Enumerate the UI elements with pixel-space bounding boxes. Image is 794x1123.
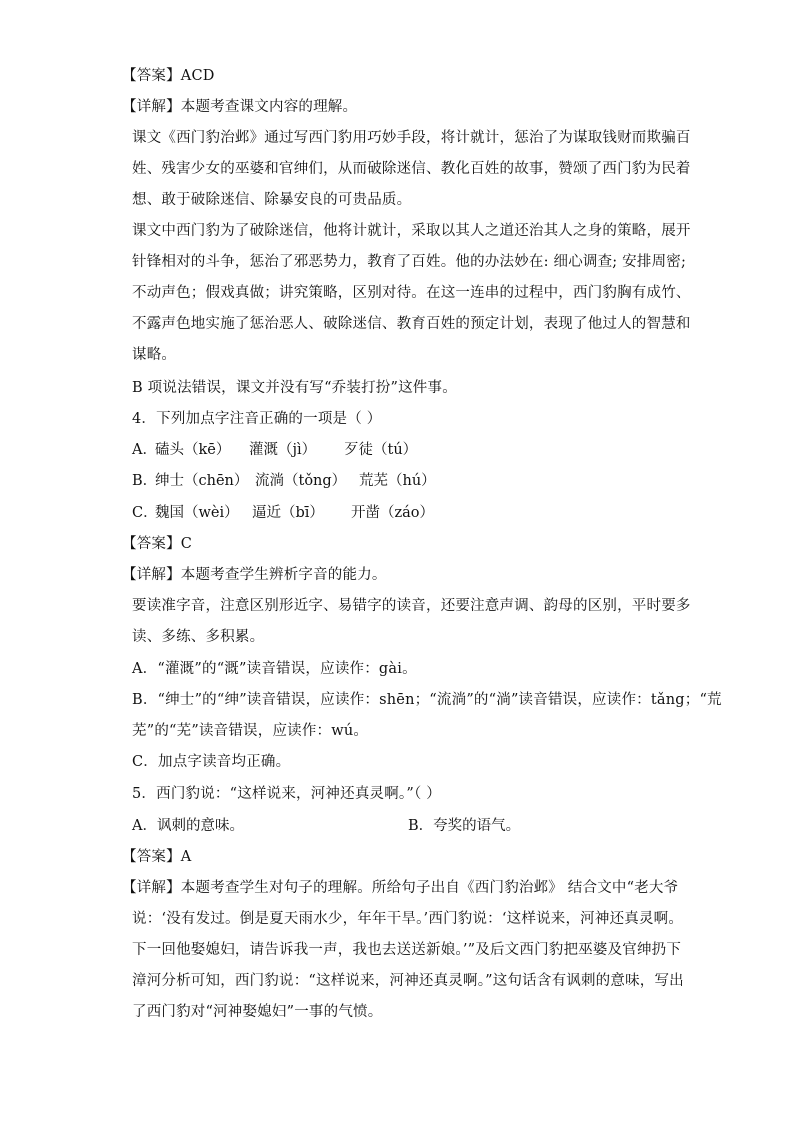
q5-answer: 【答案】A [122,849,192,865]
q3-note-b: B 项说法错误，课文并没有写“乔装打扮”这件事。 [132,380,457,396]
q4-option-b-item1: 绅士（chēn） [155,473,249,489]
q3-para2-line2: 针锋相对的斗争，惩治了邪恶势力，教育了百姓。他的办法妙在: 细心调查; 安排周密; [132,254,687,270]
q5-option-b: B．夸奖的语气。 [408,818,521,834]
q4-explain-a: A．“灌溉”的“溉”读音错误，应读作：gài。 [132,661,417,677]
q4-option-b-item2: 流淌（tǒng） [255,473,347,489]
q3-para2-line5: 谋略。 [132,347,177,363]
q3-para2-line1: 课文中西门豹为了破除迷信，他将计就计，采取以其人之道还治其人之身的策略，展开 [132,223,691,239]
q4-question: 4．下列加点字注音正确的一项是（ ） [132,411,382,427]
q4-explain-c: C．加点字读音均正确。 [132,754,291,770]
q4-option-b-item3: 荒芜（hú） [359,473,436,489]
q4-option-c-label: C． [132,505,158,521]
q4-para1-line1: 要读准字音，注意区别形近字、易错字的读音，还要注意声调、韵母的区别，平时要多 [132,598,691,614]
q4-option-c-item3: 开凿（záo） [351,505,435,521]
q3-answer: 【答案】ACD [122,68,215,84]
q4-option-a-item1: 磕头（kē） [155,442,231,458]
q5-option-a: A．讽刺的意味。 [132,818,244,834]
q4-para1-line2: 读、多练、多积累。 [132,629,265,645]
q5-question: 5．西门豹说：“这样说来，河神还真灵啊。”（ ） [132,786,441,802]
q4-option-a-item2: 灌溉（jì） [249,442,317,458]
q3-para1-line2: 姓、残害少女的巫婆和官绅们，从而破除迷信、教化百姓的故事，赞颂了西门豹为民着 [132,161,691,177]
q5-detail-line1: 【详解】本题考查学生对句子的理解。所给句子出自《西门豹治邺》 结合文中“老大爷 [122,880,679,896]
q5-detail-line4: 漳河分析可知，西门豹说：“这样说来，河神还真灵啊。”这句话含有讽刺的意味，写出 [132,973,684,989]
q4-explain-b-line2: 芜”的“芜”读音错误，应读作：wú。 [132,723,369,739]
q3-detail-intro: 【详解】本题考查课文内容的理解。 [122,99,358,115]
q3-para1-line3: 想、敢于破除迷信、除暴安良的可贵品质。 [132,192,412,208]
q4-detail-intro: 【详解】本题考查学生辨析字音的能力。 [122,567,387,583]
q3-para2-line4: 不露声色地实施了惩治恶人、破除迷信、教育百姓的预定计划，表现了他过人的智慧和 [132,316,691,332]
q5-detail-line2: 说：‘没有发过。倒是夏天雨水少，年年干旱。’西门豹说：‘这样说来，河神还真灵啊。 [132,911,684,927]
q3-para1-line1: 课文《西门豹治邺》通过写西门豹用巧妙手段，将计就计，惩治了为谋取钱财而欺骗百 [132,130,691,146]
q4-option-a-label: A． [132,442,157,458]
q5-detail-line5: 了西门豹对“河神娶媳妇”一事的气愤。 [132,1004,383,1020]
q4-option-c-item2: 逼近（bī） [252,505,324,521]
q4-option-b-label: B． [132,473,158,489]
q4-option-c-item1: 魏国（wèi） [155,505,239,521]
q5-detail-line3: 下一回他娶媳妇，请告诉我一声，我也去送送新娘。’”及后文西门豹把巫婆及官绅扔下 [132,942,682,958]
q4-explain-b-line1: B．“绅士”的“绅”读音错误，应读作：shēn；“流淌”的“淌”读音错误，应读作：tǎng；“荒 [132,692,722,708]
q4-option-a-item3: 歹徒（tú） [344,442,418,458]
q3-para2-line3: 不动声色；假戏真做；讲究策略，区别对待。在这一连串的过程中，西门豹胸有成竹、 [132,285,691,301]
q4-answer: 【答案】C [122,536,193,552]
